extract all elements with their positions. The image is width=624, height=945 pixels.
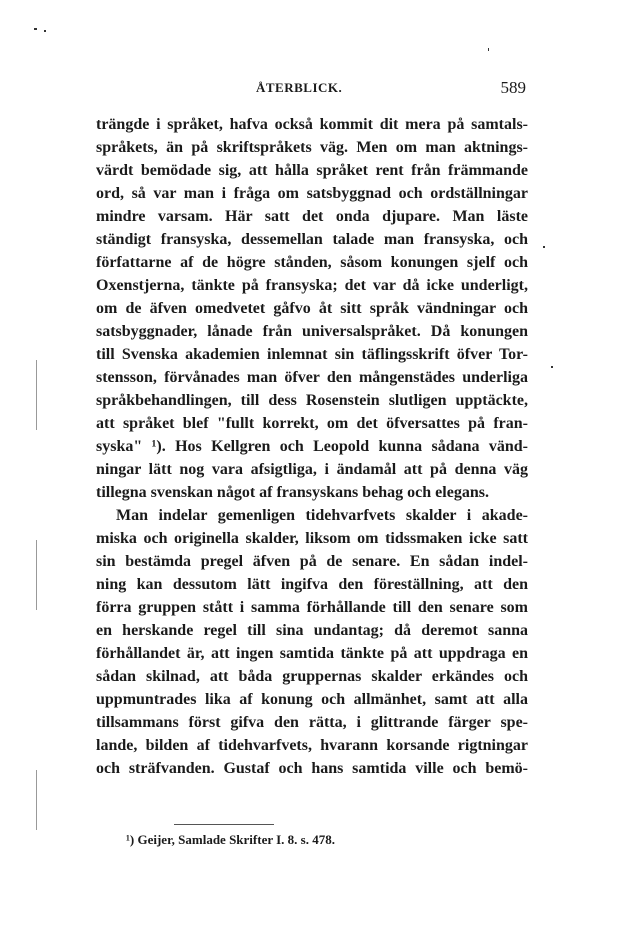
- footnote-divider: [174, 824, 274, 825]
- text-line: ning kan dessutom lätt ingifva den föreställning, att den: [96, 576, 528, 593]
- text-line: sådan skilnad, att båda gruppernas skalder erkändes och: [96, 668, 528, 685]
- text-line: ningar lätt nog vara afsigtliga, i ändamål att på denna väg: [96, 461, 528, 478]
- scan-speck: [551, 366, 553, 368]
- body-text: [96, 113, 528, 780]
- footnote: ¹) Geijer, Samlade Skrifter I. 8. s. 478.: [126, 832, 335, 847]
- text-line: stensson, förvånades man öfver den mångenstädes underliga: [96, 369, 528, 386]
- text-line: att språket blef "fullt korrekt, om det öfversattes på fran-: [96, 415, 528, 432]
- text-line: om de äfven omedvetet gåfvo åt sitt språk vändningar och: [96, 300, 528, 317]
- text-line: språkets, än på skriftspråkets väg. Men om man aktnings-: [96, 139, 528, 156]
- text-line: miska och originella skalder, liksom om tidssmaken icke satt: [96, 530, 528, 547]
- text-line: ord, så var man i fråga om satsbyggnad och ordställningar: [96, 185, 528, 202]
- page-header: [96, 80, 526, 102]
- scan-edge: [36, 770, 37, 830]
- text-line: tillsammans först gifva den rätta, i glittrande färger spe-: [96, 714, 528, 731]
- paragraph-start-line: Man indelar gemenligen tidehvarfvets skalder i akade-: [116, 507, 528, 524]
- scan-speck: [34, 28, 37, 30]
- scan-speck: [543, 246, 545, 248]
- running-title: ÅTERBLICK.: [256, 80, 343, 95]
- text-line: författarne af de högre stånden, såsom konungen sjelf och: [96, 254, 528, 271]
- text-line: mindre varsam. Här satt det onda djupare. Man läste: [96, 208, 528, 225]
- scan-speck: [44, 30, 46, 32]
- scan-edge: [36, 360, 37, 430]
- text-line: värdt bemödade sig, att hålla språket rent från främmande: [96, 162, 528, 179]
- text-line: förra gruppen stått i samma förhållande till den senare som: [96, 599, 528, 616]
- text-line: satsbyggnader, lånade från universalspråket. Då konungen: [96, 323, 528, 340]
- text-line: språkbehandlingen, till dess Rosenstein slutligen upptäckte,: [96, 392, 528, 409]
- page-number: 589: [500, 78, 526, 97]
- paragraph-end-line: tillegna svenskan något af fransyskans behag och elegans.: [96, 484, 489, 501]
- text-line: och sträfvanden. Gustaf och hans samtida ville och bemö-: [96, 760, 528, 777]
- scan-edge: [36, 540, 37, 610]
- text-line: till Svenska akademien inlemnat sin täflingsskrift öfver Tor-: [96, 346, 528, 363]
- text-line: en herskande regel till sina undantag; då deremot sanna: [96, 622, 528, 639]
- text-line: Oxenstjerna, tänkte på fransyska; det var då icke underligt,: [96, 277, 528, 294]
- text-line: ständigt fransyska, dessemellan talade man fransyska, och: [96, 231, 528, 248]
- text-line: trängde i språket, hafva också kommit dit mera på samtals-: [96, 116, 528, 133]
- text-line: uppmuntrades lika af konung och allmänhet, samt att alla: [96, 691, 528, 708]
- text-line: syska" ¹). Hos Kellgren och Leopold kunna sådana vänd-: [96, 438, 528, 455]
- text-line: sin bestämda pregel äfven på de senare. En sådan indel-: [96, 553, 528, 570]
- scan-speck: [488, 48, 489, 51]
- text-line: förhållandet är, att ingen samtida tänkte på att uppdraga en: [96, 645, 528, 662]
- text-line: lande, bilden af tidehvarfvets, hvarann korsande rigtningar: [96, 737, 528, 754]
